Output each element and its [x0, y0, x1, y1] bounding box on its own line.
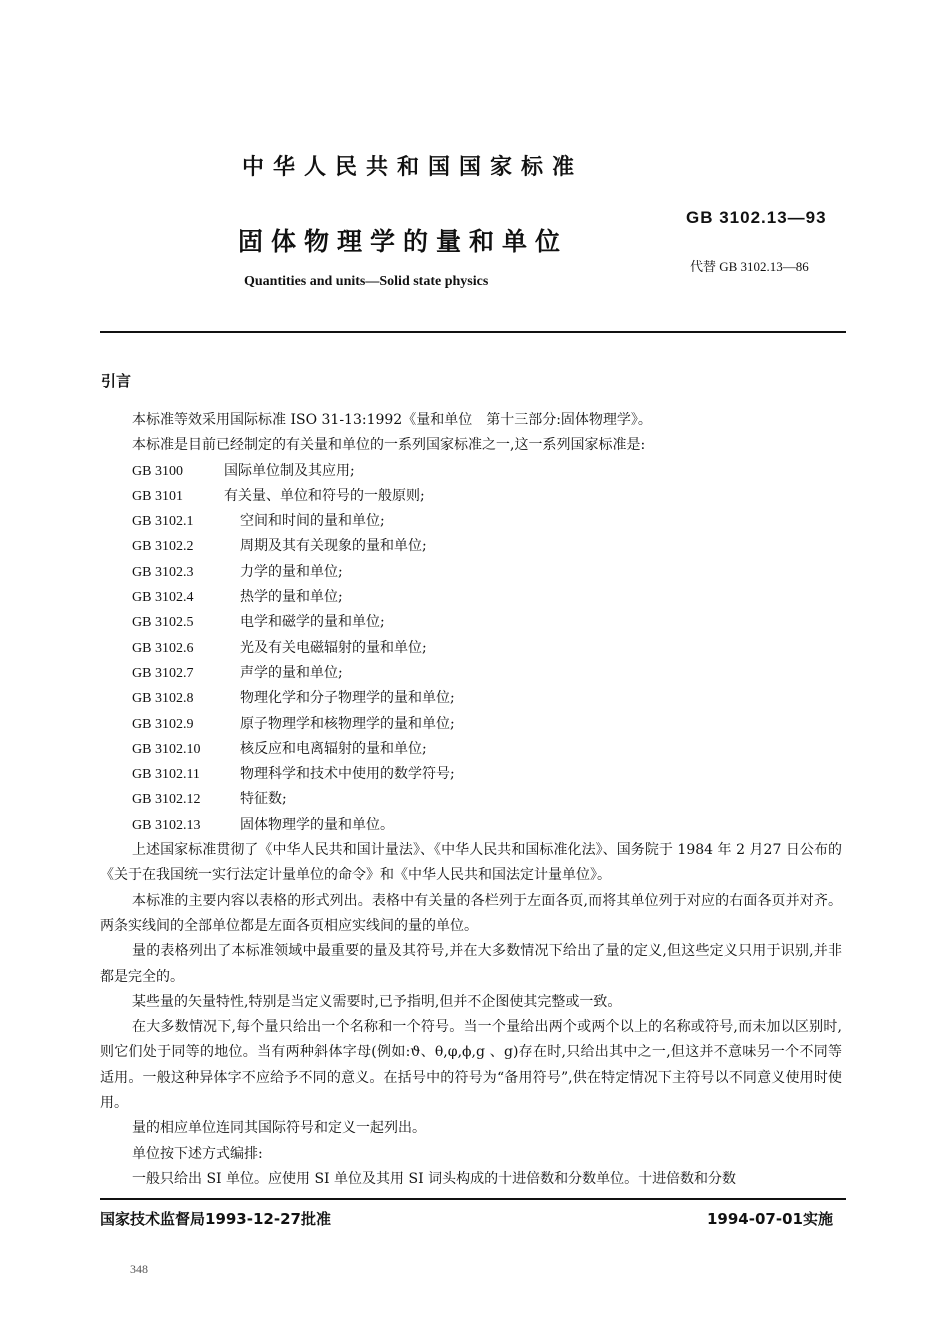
page-number: 348	[130, 1262, 148, 1276]
list-item	[100, 459, 842, 484]
standard-item-code: GB 3102.1	[132, 514, 194, 530]
standard-item-code: GB 3101	[132, 488, 183, 504]
standard-item-code: GB 3102.5	[132, 615, 194, 631]
standard-item-title: 热学的量和单位;	[240, 589, 343, 606]
standard-item-code: GB 3102.6	[132, 640, 194, 656]
footer-divider	[100, 1198, 846, 1200]
list-item	[100, 737, 842, 762]
standard-code: GB 3102.13—93	[686, 208, 827, 227]
paragraph: 本标准是目前已经制定的有关量和单位的一系列国家标准之一,这一系列国家标准是:	[132, 437, 646, 454]
standards-list	[100, 459, 842, 838]
list-item	[100, 787, 842, 812]
standard-item-title: 物理化学和分子物理学的量和单位;	[240, 690, 455, 707]
standard-item-code: GB 3102.3	[132, 564, 194, 580]
list-item	[100, 534, 842, 559]
paragraph: 某些量的矢量特性,特别是当定义需要时,已予指明,但并不企图使其完整或一致。	[132, 993, 622, 1010]
paragraph: 量的相应单位连同其国际符号和定义一起列出。	[132, 1120, 426, 1137]
standard-item-title: 固体物理学的量和单位。	[240, 816, 394, 833]
standard-item-title: 周期及其有关现象的量和单位;	[240, 538, 427, 555]
list-item	[100, 636, 842, 661]
approval-info: 国家技术监督局1993-12-27批准	[100, 1210, 331, 1228]
list-item	[100, 661, 842, 686]
header-divider	[100, 331, 846, 333]
list-item	[100, 560, 842, 585]
paragraph: 一般只给出 SI 单位。应使用 SI 单位及其用 SI 词头构成的十进倍数和分数单位。十进倍数和分数	[132, 1170, 737, 1187]
standard-item-code: GB 3100	[132, 463, 183, 479]
standard-item-code: GB 3102.8	[132, 691, 194, 707]
list-item	[100, 585, 842, 610]
body-text	[100, 408, 842, 1192]
list-item	[100, 686, 842, 711]
standard-title-cn: 固体物理学的量和单位	[238, 227, 569, 256]
paragraph: 上述国家标准贯彻了《中华人民共和国计量法》、《中华人民共和国标准化法》、国务院于 1984 年 2 月27 日公布的《关于在我国统一实行法定计量单位的命令》和《中华人民共和国法定计量单位》。	[100, 842, 842, 884]
list-item	[100, 484, 842, 509]
standard-item-code: GB 3102.2	[132, 539, 194, 555]
standard-item-code: GB 3102.10	[132, 741, 201, 757]
standard-item-code: GB 3102.13	[132, 817, 201, 833]
standard-item-code: GB 3102.9	[132, 716, 194, 732]
standard-item-code: GB 3102.4	[132, 590, 194, 606]
list-item	[100, 762, 842, 787]
standard-title-en: Quantities and units—Solid state physics	[244, 274, 489, 289]
standard-item-title: 光及有关电磁辐射的量和单位;	[240, 639, 427, 656]
list-item	[100, 813, 842, 838]
standard-item-code: GB 3102.11	[132, 767, 200, 783]
effective-date: 1994-07-01实施	[707, 1210, 833, 1228]
standard-item-title: 特征数;	[240, 791, 287, 808]
standard-item-title: 原子物理学和核物理学的量和单位;	[240, 715, 455, 732]
standard-item-title: 声学的量和单位;	[240, 664, 343, 681]
paragraph: 量的表格列出了本标准领域中最重要的量及其符号,并在大多数情况下给出了量的定义,但这些定义只用于识别,并非都是完全的。	[100, 943, 842, 985]
standard-item-title: 核反应和电离辐射的量和单位;	[240, 740, 427, 757]
standard-item-code: GB 3102.12	[132, 792, 201, 808]
paragraph: 本标准等效采用国际标准 ISO 31-13:1992《量和单位 第十三部分:固体物理学》。	[132, 412, 652, 428]
list-item	[100, 610, 842, 635]
paragraph: 本标准的主要内容以表格的形式列出。表格中有关量的各栏列于左面各页,而将其单位列于对应的右面各页并对齐。两条实线间的全部单位都是左面各页相应实线间的量的单位。	[100, 892, 842, 934]
standard-item-title: 电学和磁学的量和单位;	[240, 614, 385, 631]
standard-item-title: 空间和时间的量和单位;	[240, 513, 385, 530]
issuer-title: 中华人民共和国国家标准	[242, 155, 584, 180]
standard-item-code: GB 3102.7	[132, 665, 194, 681]
standard-item-title: 有关量、单位和符号的一般原则;	[224, 487, 425, 504]
paragraph: 单位按下述方式编排:	[132, 1145, 263, 1162]
standard-item-title: 物理科学和技术中使用的数学符号;	[240, 766, 455, 783]
paragraph: 在大多数情况下,每个量只给出一个名称和一个符号。当一个量给出两个或两个以上的名称或符号,而未加以区别时,则它们处于同等的地位。当有两种斜体字母(例如:ϑ、θ,φ,ϕ,g 、g)存在时,只给出其中之一,但这并不意味另一个不同等适用。一般这种异体字不应给予不同的意义。在括号中的符号为“备用符号”,供在特定情况下主符号以不同意义使用时使用。	[100, 1019, 842, 1112]
list-item	[100, 509, 842, 534]
section-heading: 引言	[101, 372, 132, 390]
standard-item-title: 国际单位制及其应用;	[224, 462, 355, 479]
standard-item-title: 力学的量和单位;	[240, 563, 343, 580]
replaces-code: 代替 GB 3102.13—86	[690, 259, 809, 274]
list-item	[100, 712, 842, 737]
